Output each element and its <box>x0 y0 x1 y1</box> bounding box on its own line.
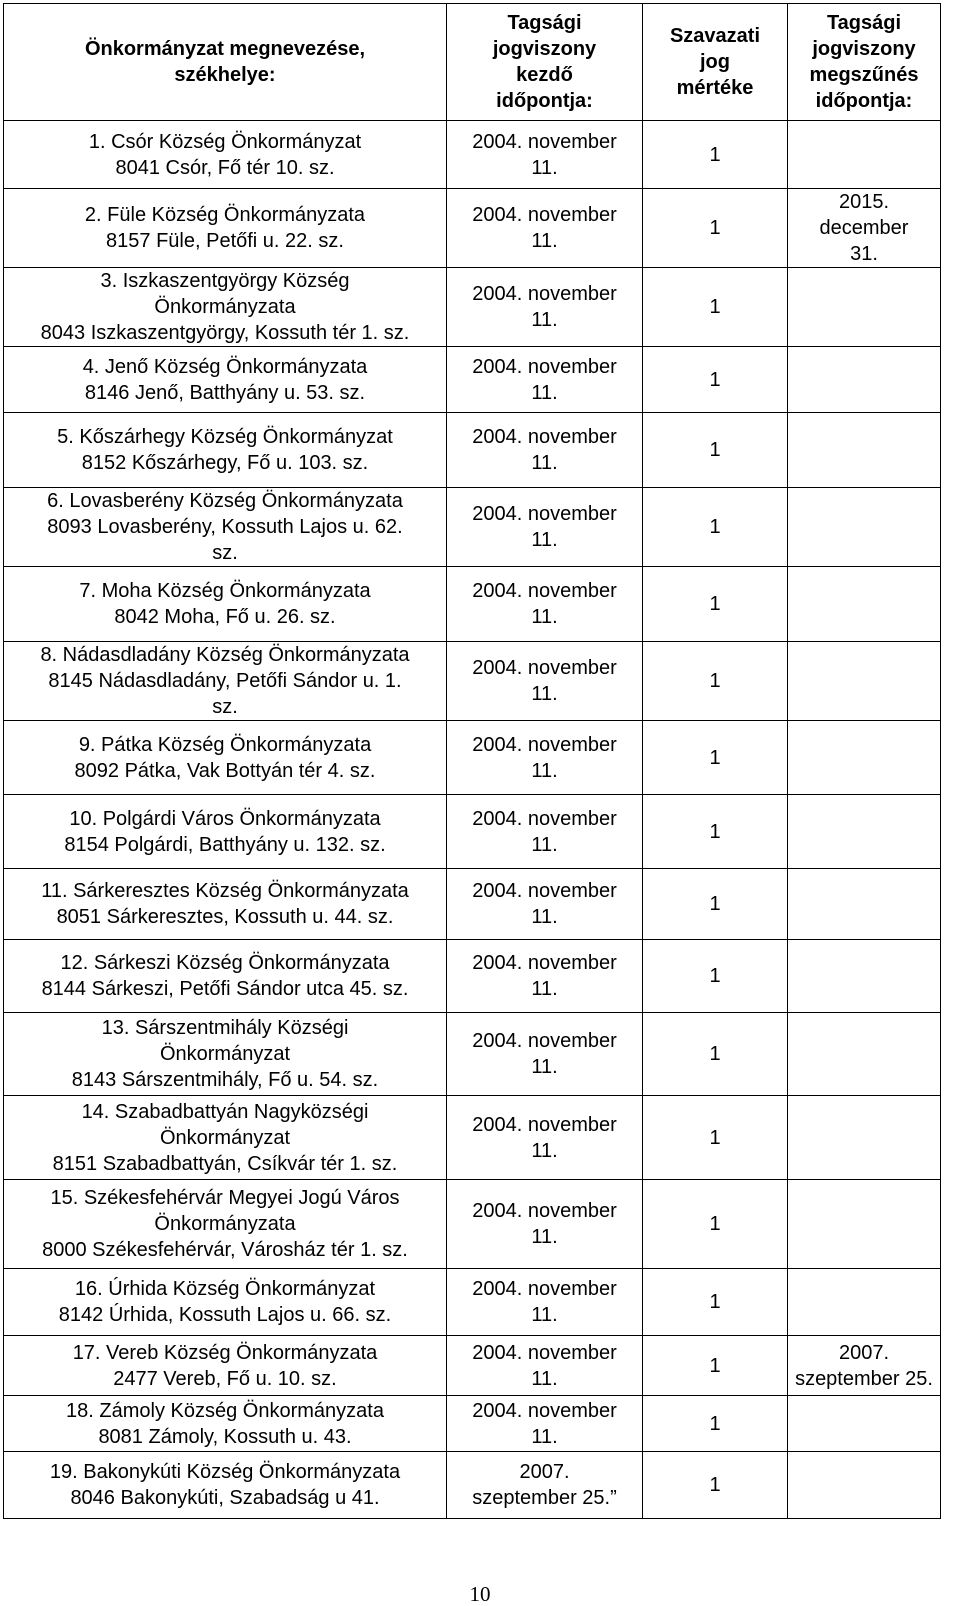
start-date-cell: 2004. november 11. <box>447 567 643 642</box>
start-date-cell: 2004. november 11. <box>447 189 643 268</box>
start-date-cell: 2007. szeptember 25.” <box>447 1452 643 1519</box>
table-row <box>4 1013 941 1096</box>
header-end: Tagsági jogviszony megszűnés időpontja: <box>788 4 941 121</box>
member-name-cell: 8. Nádasdladány Község Önkormányzata 8145 Nádasdladány, Petőfi Sándor u. 1. sz. <box>4 642 447 721</box>
member-name-cell: 17. Vereb Község Önkormányzata 2477 Vereb, Fő u. 10. sz. <box>4 1336 447 1396</box>
member-name-cell: 1. Csór Község Önkormányzat 8041 Csór, Fő tér 10. sz. <box>4 121 447 189</box>
table-row <box>4 347 941 413</box>
start-date-cell: 2004. november 11. <box>447 1096 643 1180</box>
table-body <box>4 121 941 1519</box>
vote-weight-cell: 1 <box>643 1336 788 1396</box>
member-name-cell: 7. Moha Község Önkormányzata 8042 Moha, Fő u. 26. sz. <box>4 567 447 642</box>
table-row <box>4 642 941 721</box>
table-row <box>4 869 941 940</box>
start-date-cell: 2004. november 11. <box>447 721 643 795</box>
table-row <box>4 721 941 795</box>
end-date-cell <box>788 1269 941 1336</box>
member-name-cell: 12. Sárkeszi Község Önkormányzata 8144 Sárkeszi, Petőfi Sándor utca 45. sz. <box>4 940 447 1013</box>
header-name: Önkormányzat megnevezése, székhelye: <box>4 4 447 121</box>
end-date-cell <box>788 721 941 795</box>
end-date-cell <box>788 1452 941 1519</box>
member-name-cell: 13. Sárszentmihály Községi Önkormányzat 8143 Sárszentmihály, Fő u. 54. sz. <box>4 1013 447 1096</box>
member-name-cell: 14. Szabadbattyán Nagyközségi Önkormányzat 8151 Szabadbattyán, Csíkvár tér 1. sz. <box>4 1096 447 1180</box>
end-date-cell <box>788 1096 941 1180</box>
end-date-cell: 2015. december 31. <box>788 189 941 268</box>
end-date-cell <box>788 1180 941 1269</box>
member-name-cell: 15. Székesfehérvár Megyei Jogú Város Önkormányzata 8000 Székesfehérvár, Városház tér 1. sz. <box>4 1180 447 1269</box>
start-date-cell: 2004. november 11. <box>447 488 643 567</box>
header-vote: Szavazati jog mértéke <box>643 4 788 121</box>
header-row <box>4 4 941 121</box>
start-date-cell: 2004. november 11. <box>447 413 643 488</box>
end-date-cell <box>788 1396 941 1452</box>
vote-weight-cell: 1 <box>643 1452 788 1519</box>
table-row <box>4 1096 941 1180</box>
start-date-cell: 2004. november 11. <box>447 121 643 189</box>
vote-weight-cell: 1 <box>643 795 788 869</box>
vote-weight-cell: 1 <box>643 1269 788 1336</box>
member-name-cell: 6. Lovasberény Község Önkormányzata 8093 Lovasberény, Kossuth Lajos u. 62. sz. <box>4 488 447 567</box>
end-date-cell: 2007. szeptember 25. <box>788 1336 941 1396</box>
member-name-cell: 3. Iszkaszentgyörgy Község Önkormányzata 8043 Iszkaszentgyörgy, Kossuth tér 1. sz. <box>4 268 447 347</box>
member-name-cell: 2. Füle Község Önkormányzata 8157 Füle, Petőfi u. 22. sz. <box>4 189 447 268</box>
end-date-cell <box>788 795 941 869</box>
vote-weight-cell: 1 <box>643 1013 788 1096</box>
table-row <box>4 268 941 347</box>
member-name-cell: 4. Jenő Község Önkormányzata 8146 Jenő, Batthyány u. 53. sz. <box>4 347 447 413</box>
start-date-cell: 2004. november 11. <box>447 1180 643 1269</box>
table-row <box>4 413 941 488</box>
table-row <box>4 940 941 1013</box>
start-date-cell: 2004. november 11. <box>447 1396 643 1452</box>
end-date-cell <box>788 347 941 413</box>
vote-weight-cell: 1 <box>643 488 788 567</box>
table-row <box>4 1336 941 1396</box>
table-row <box>4 1396 941 1452</box>
start-date-cell: 2004. november 11. <box>447 940 643 1013</box>
vote-weight-cell: 1 <box>643 1180 788 1269</box>
vote-weight-cell: 1 <box>643 1396 788 1452</box>
vote-weight-cell: 1 <box>643 567 788 642</box>
members-table <box>3 3 941 1519</box>
member-name-cell: 10. Polgárdi Város Önkormányzata 8154 Polgárdi, Batthyány u. 132. sz. <box>4 795 447 869</box>
vote-weight-cell: 1 <box>643 268 788 347</box>
member-name-cell: 5. Kőszárhegy Község Önkormányzat 8152 Kőszárhegy, Fő u. 103. sz. <box>4 413 447 488</box>
vote-weight-cell: 1 <box>643 869 788 940</box>
start-date-cell: 2004. november 11. <box>447 268 643 347</box>
member-name-cell: 9. Pátka Község Önkormányzata 8092 Pátka, Vak Bottyán tér 4. sz. <box>4 721 447 795</box>
start-date-cell: 2004. november 11. <box>447 1336 643 1396</box>
table-row <box>4 1452 941 1519</box>
end-date-cell <box>788 940 941 1013</box>
table-row <box>4 121 941 189</box>
vote-weight-cell: 1 <box>643 721 788 795</box>
member-name-cell: 18. Zámoly Község Önkormányzata 8081 Zámoly, Kossuth u. 43. <box>4 1396 447 1452</box>
end-date-cell <box>788 488 941 567</box>
page-number: 10 <box>469 1582 491 1606</box>
vote-weight-cell: 1 <box>643 413 788 488</box>
start-date-cell: 2004. november 11. <box>447 795 643 869</box>
start-date-cell: 2004. november 11. <box>447 642 643 721</box>
table-row <box>4 189 941 268</box>
member-name-cell: 16. Úrhida Község Önkormányzat 8142 Úrhida, Kossuth Lajos u. 66. sz. <box>4 1269 447 1336</box>
vote-weight-cell: 1 <box>643 189 788 268</box>
vote-weight-cell: 1 <box>643 121 788 189</box>
table-row <box>4 795 941 869</box>
end-date-cell <box>788 268 941 347</box>
member-name-cell: 11. Sárkeresztes Község Önkormányzata 8051 Sárkeresztes, Kossuth u. 44. sz. <box>4 869 447 940</box>
table-row <box>4 567 941 642</box>
start-date-cell: 2004. november 11. <box>447 347 643 413</box>
vote-weight-cell: 1 <box>643 940 788 1013</box>
table-row <box>4 488 941 567</box>
header-start: Tagsági jogviszony kezdő időpontja: <box>447 4 643 121</box>
start-date-cell: 2004. november 11. <box>447 1269 643 1336</box>
vote-weight-cell: 1 <box>643 1096 788 1180</box>
vote-weight-cell: 1 <box>643 347 788 413</box>
end-date-cell <box>788 413 941 488</box>
table-row <box>4 1180 941 1269</box>
start-date-cell: 2004. november 11. <box>447 1013 643 1096</box>
start-date-cell: 2004. november 11. <box>447 869 643 940</box>
end-date-cell <box>788 121 941 189</box>
table-row <box>4 1269 941 1336</box>
end-date-cell <box>788 869 941 940</box>
vote-weight-cell: 1 <box>643 642 788 721</box>
end-date-cell <box>788 1013 941 1096</box>
member-name-cell: 19. Bakonykúti Község Önkormányzata 8046 Bakonykúti, Szabadság u 41. <box>4 1452 447 1519</box>
end-date-cell <box>788 642 941 721</box>
end-date-cell <box>788 567 941 642</box>
